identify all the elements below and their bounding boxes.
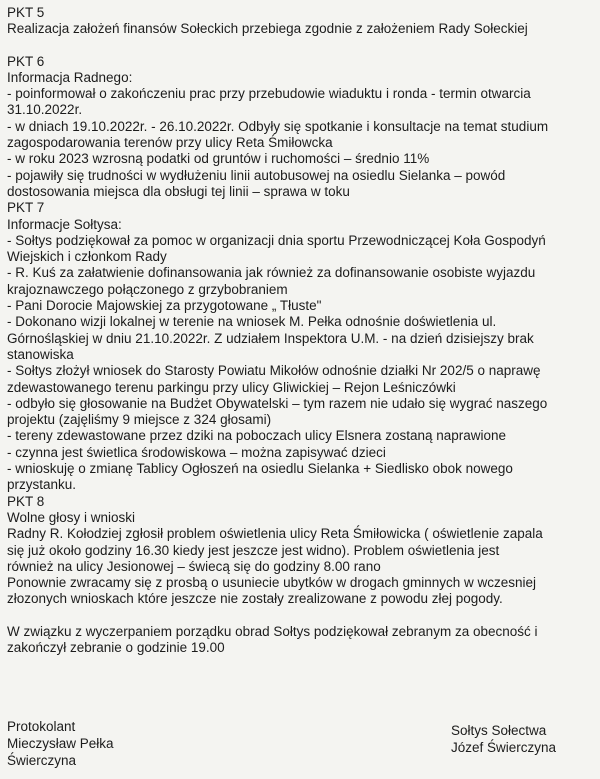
document-line: również na ulicy Jesionowej – świecą się do godziny 8.00 rano xyxy=(7,558,381,574)
document-line: - w dniach 19.10.2022r. - 26.10.2022r. Odbyły się spotkanie i konsultacje na temat studium xyxy=(7,118,549,134)
signature-right-line: Józef Świerczyna xyxy=(451,740,557,755)
document-line: zakończył zebranie o godzinie 19.00 xyxy=(7,639,225,655)
document-line: W związku z wyczerpaniem porządku obrad Sołtys podziękował zebranym za obecność i xyxy=(7,623,538,639)
document-line: się już około godziny 16.30 kiedy jest jeszcze jest widno). Problem oświetlenia jest xyxy=(7,542,500,558)
document-line: zagospodarowania terenów przy ulicy Reta Śmiłowcka xyxy=(7,135,333,151)
document-line: - tereny zdewastowane przez dziki na poboczach ulicy Elsnera zostaną naprawione xyxy=(7,428,507,444)
document-line: Wiejskich i członkom Rady xyxy=(7,249,167,265)
document-line: PKT 6 xyxy=(7,53,45,69)
document-line: Ponownie zwracamy się z prosbą o usuniecie ubytków w drogach gminnych w wczesniej xyxy=(7,575,536,591)
document-line: Radny R. Kołodziej zgłosił problem oświetlenia ulicy Reta Śmiłowicka ( oświetlenie zapala xyxy=(7,526,543,542)
document-line: - czynna jest świetlica środowiskowa – można zapisywać dzieci xyxy=(7,444,386,460)
document-line: Informacja Radnego: xyxy=(7,69,133,85)
document-line: - w roku 2023 wzrosną podatki od gruntów i ruchomości – średnio 11% xyxy=(7,151,430,167)
document-line: Wolne głosy i wnioski xyxy=(7,509,136,525)
document-line: Realizacja założeń finansów Sołeckich przebiega zgodnie z założeniem Rady Sołeckiej xyxy=(7,21,528,37)
document-line: Górnośląskiej w dniu 21.10.2022r. Z udziałem Inspektora U.M. - na dzień dzisiejszy brak xyxy=(7,330,534,346)
document-line: PKT 7 xyxy=(7,200,45,216)
document-line: - Pani Dorocie Majowskiej za przygotowane „ Tłuste" xyxy=(7,298,322,314)
signature-left-line: Świerczyna xyxy=(7,753,77,768)
document-line: dostosowania miejsca dla obsługi tej linii – sprawa w toku xyxy=(7,183,350,199)
document-line: przystanku. xyxy=(7,477,77,493)
document-line: projektu (zajęliśmy 9 miejsce z 324 głosami) xyxy=(7,412,272,428)
document-line: - R. Kuś za załatwienie dofinansowania jak również za dofinansowanie osobiste wyjazdu xyxy=(7,265,536,281)
document-line: - odbyło się głosowanie na Budżet Obywatelski – tym razem nie udało się wygrać naszego xyxy=(7,395,548,411)
signature-left-line: Mieczysław Pełka xyxy=(7,736,114,751)
signature-right-line: Sołtys Sołectwa xyxy=(451,723,547,738)
document-line: krajoznawczego połączonego z grzybobraniem xyxy=(7,281,288,297)
document-line: PKT 5 xyxy=(7,5,45,20)
document-line: - Sołtys podziękował za pomoc w organizacji dnia sportu Przewodniczącej Koła Gospodyń xyxy=(7,232,546,248)
signature-left-line: Protokolant xyxy=(7,719,76,734)
blank-line xyxy=(7,38,595,54)
document-line: - poinformował o zakończeniu prac przy przebudowie wiaduktu i ronda - termin otwarcia xyxy=(7,86,531,102)
blank-line xyxy=(7,608,595,624)
document-line: Informacje Sołtysa: xyxy=(7,216,122,232)
document-line: złozonych wnioskach które jeszcze nie zostały zrealizowane z powodu złej pogody. xyxy=(7,591,503,607)
document-line: - Sołtys złożył wniosek do Starosty Powiatu Mikołów odnośnie działki Nr 202/5 o naprawę xyxy=(7,363,541,379)
document-line: stanowiska xyxy=(7,346,74,362)
document-body xyxy=(7,5,595,656)
document-line: 31.10.2022r. xyxy=(7,102,83,118)
document-line: - pojawiły się trudności w wydłużeniu linii autobusowej na osiedlu Sielanka – powód xyxy=(7,167,506,183)
document-line: - wnioskuję o zmianę Tablicy Ogłoszeń na osiedlu Sielanka + Siedlisko obok nowego xyxy=(7,461,513,477)
document-line: - Dokonano wizji lokalnej w terenie na wniosek M. Pełka odnośnie doświetlenia ul. xyxy=(7,314,497,330)
document-line: PKT 8 xyxy=(7,493,45,509)
signature-block-left xyxy=(7,718,114,769)
document-line: zdewastowanego terenu parkingu przy ulicy Gliwickiej – Rejon Leśniczówki xyxy=(7,379,456,395)
signature-block-right xyxy=(451,722,556,756)
